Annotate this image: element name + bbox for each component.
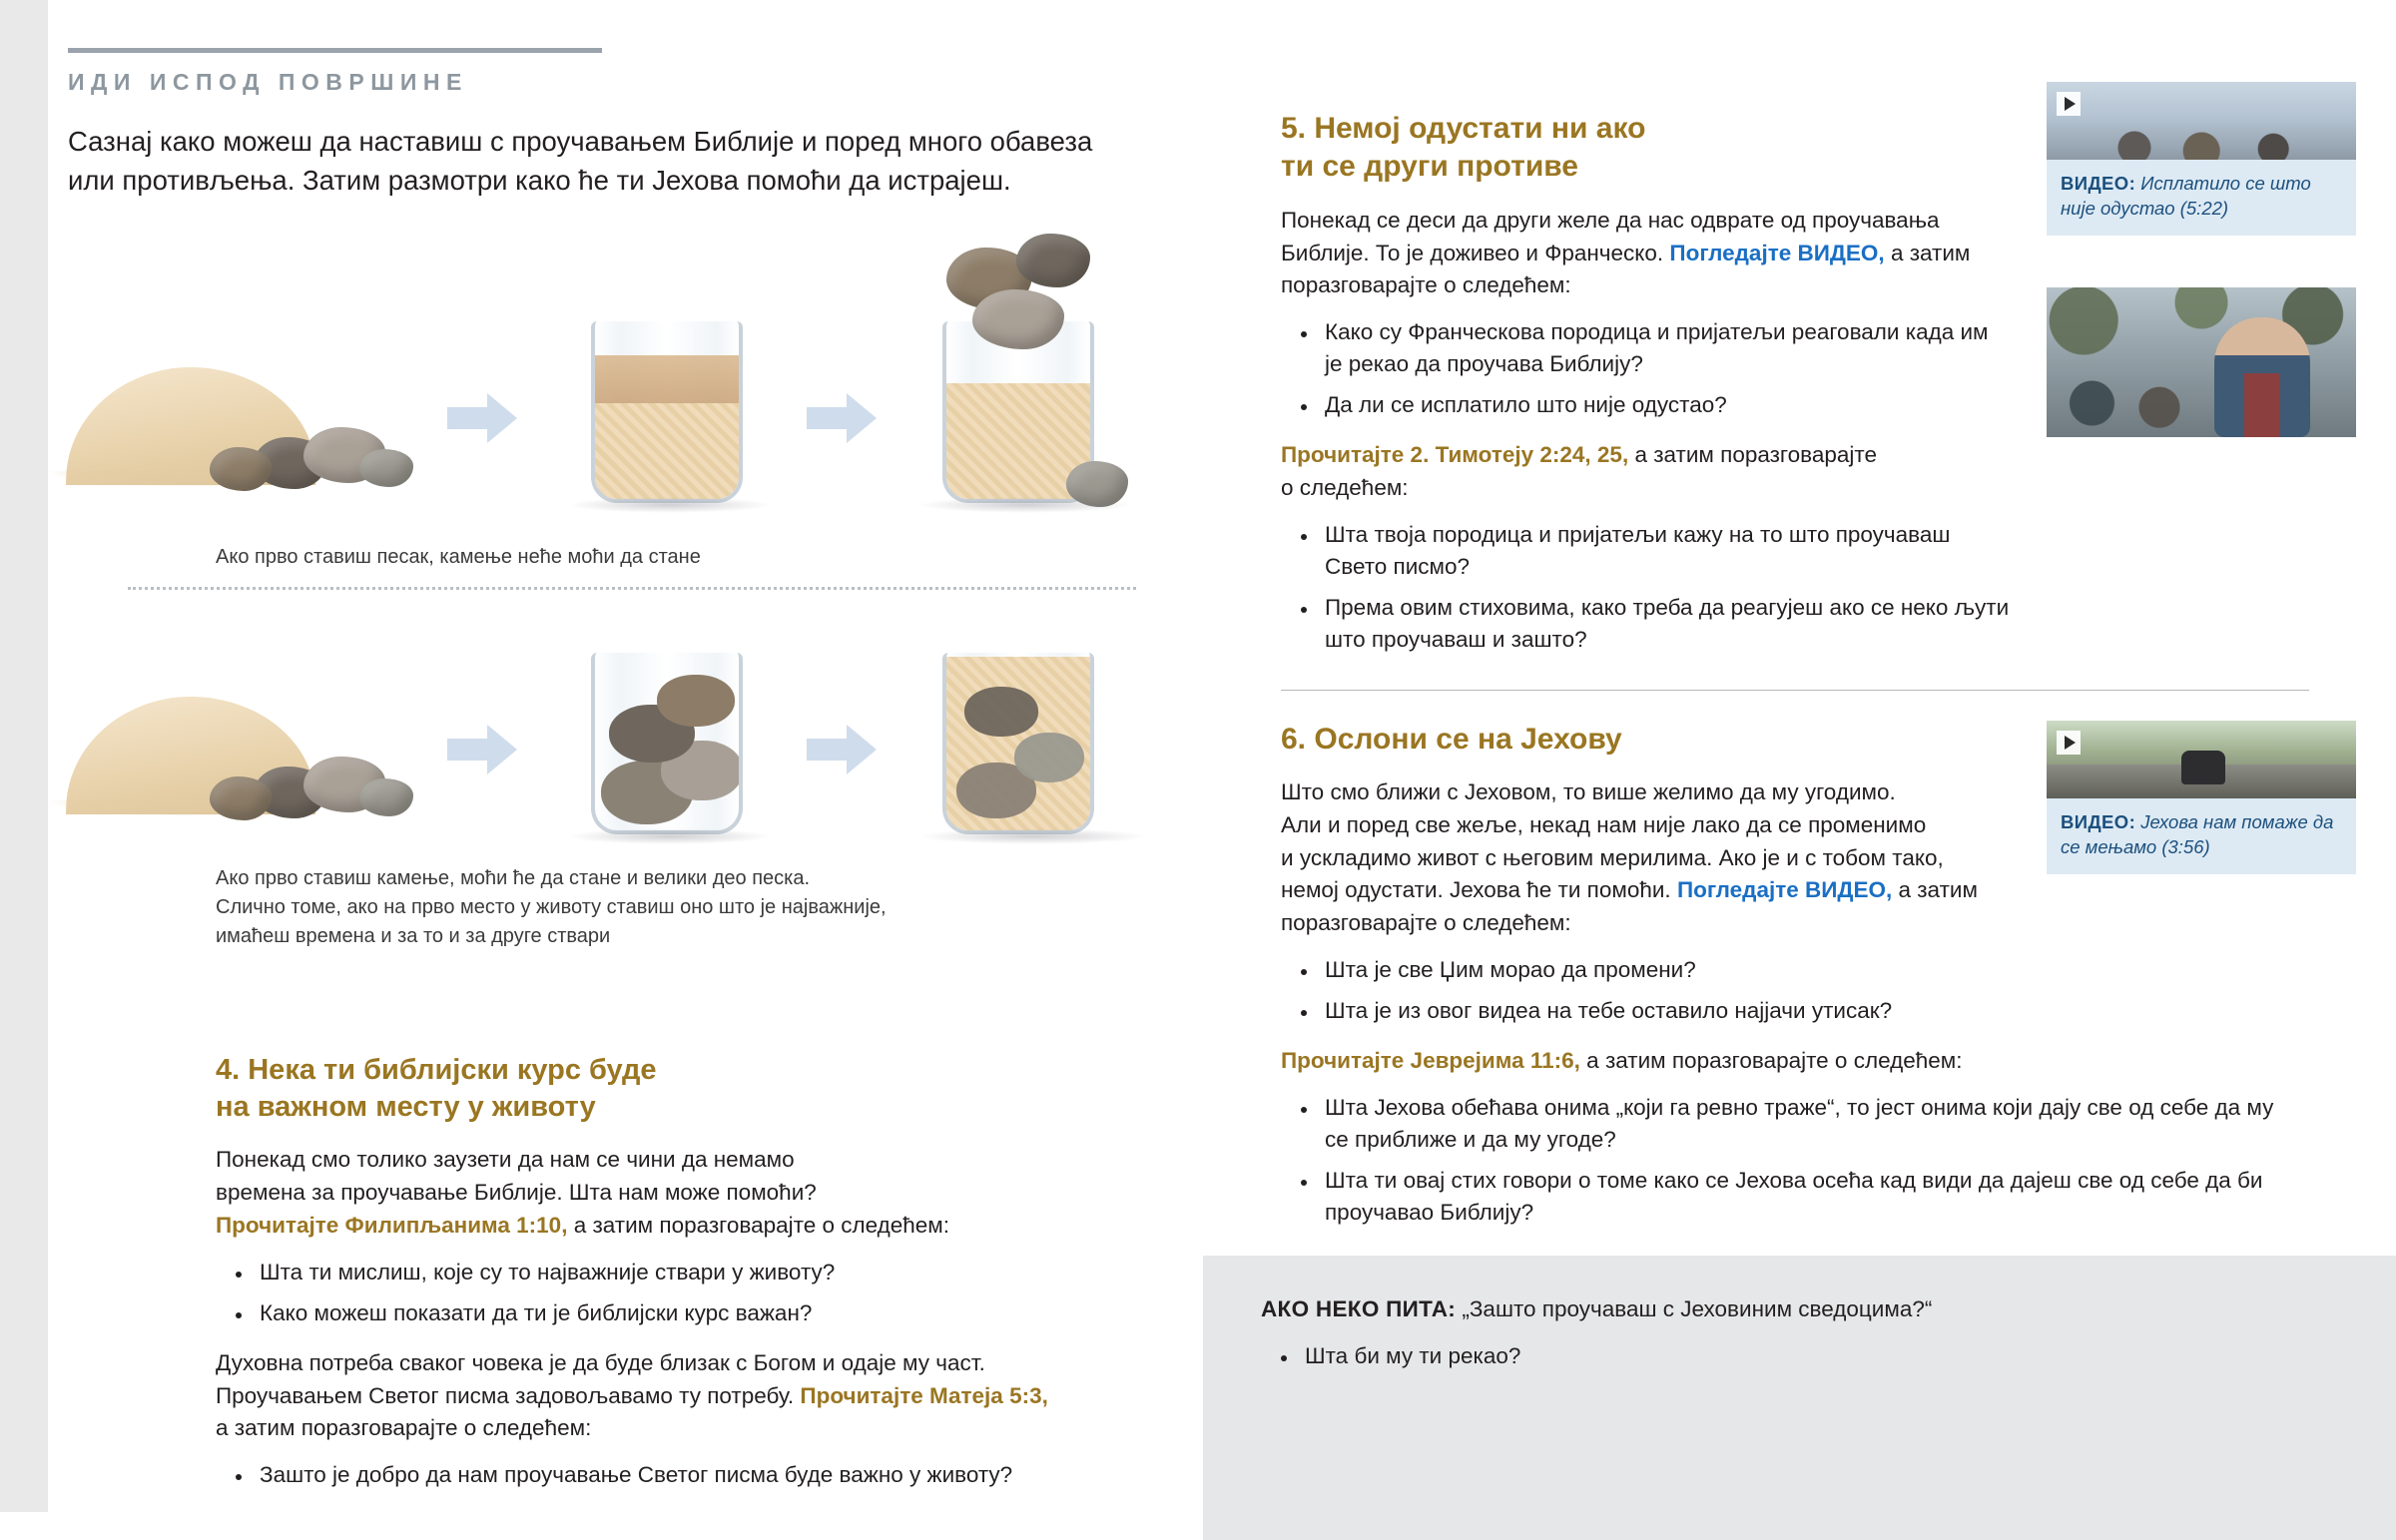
bottom-white-strip [0, 1512, 1203, 1540]
section-5-question-list [1281, 316, 2010, 421]
s4-p1-l2: времена за проучавање Библије. Шта нам може помоћи? [216, 1180, 817, 1206]
section-4-question-list [216, 1257, 1114, 1329]
section-4 [216, 1052, 1114, 1491]
section-6-question-list-2 [1281, 1092, 2299, 1229]
video-thumbnail-classroom[interactable] [2047, 82, 2356, 160]
s4-p2-l2: Проучавањем Светог писма задовољавамо ту потребу. [216, 1382, 801, 1408]
list-item: • Шта је из овог видеа на тебе оставило најјачи утисак? [1319, 995, 2010, 1027]
dotted-separator [128, 587, 1136, 590]
rock-overflow-2 [1016, 234, 1090, 287]
rock-overflow-3 [972, 289, 1064, 349]
cup-shadow-4 [918, 828, 1148, 844]
video-tag: ВИДЕО: [2061, 173, 2136, 194]
s5-p1-l2b: а затим [1884, 240, 1971, 265]
s5-after-scripture-l2: о следећем: [1281, 474, 1409, 500]
s6-p1-l3: и ускладимо живот с његовим мерилима. Ако је и с тобом тако, [1281, 844, 1944, 870]
video-caption-section-5 [2047, 160, 2356, 236]
list-item: • Шта ти мислиш, које су то најважније ствари у животу? [254, 1257, 1114, 1288]
play-icon[interactable] [2057, 92, 2081, 116]
cup-sand-first [591, 321, 743, 503]
s4-scripture-2[interactable]: Прочитајте Матеја 5:3, [800, 1382, 1048, 1408]
section-4-paragraph-2 [216, 1347, 1114, 1446]
s5-p1-l3: поразговарајте о следећем: [1281, 272, 1571, 298]
caption-line-3: имаћеш времена и за то и за друге ствари [216, 925, 611, 948]
s5-scripture[interactable]: Прочитајте 2. Тимотеју 2:24, 25, [1281, 442, 1629, 468]
s4-p1-l1: Понекад смо толико заузети да нам се чини да немамо [216, 1147, 795, 1173]
left-margin-strip [0, 0, 48, 1540]
video-card-section-6[interactable] [2047, 721, 2356, 874]
section-6-question-list [1281, 954, 2010, 1027]
illustration-sand-and-rocks [68, 226, 1126, 1094]
ask-box-label: АКО НЕКО ПИТА: [1261, 1296, 1457, 1321]
illustration-caption-bottom [216, 864, 1094, 951]
s4-p2-l1: Духовна потреба сваког човека је да буде близак с Богом и одаје му част. [216, 1349, 985, 1375]
section-4-title-line1: 4. Нека ти библијски курс буде [216, 1054, 657, 1087]
list-item: • Шта Јехова обећава онима „који га ревно траже“, то јест онима који дају све од себе да му се приближе и да му угоде? [1319, 1092, 2299, 1156]
cup-shadow-3 [567, 828, 772, 844]
section-5 [1281, 110, 2010, 656]
section-5-title-line1: 5. Немој одустати ни ако [1281, 112, 1646, 145]
section-kicker: ИДИ ИСПОД ПОВРШИНЕ [68, 69, 468, 95]
s6-after-scripture: а затим поразговарајте о следећем: [1579, 1048, 1963, 1074]
s6-p1-l4b: а затим [1892, 877, 1978, 903]
section-6-paragraph-1 [1281, 776, 1980, 940]
s5-after-scripture: а затим поразговарајте [1628, 442, 1877, 468]
section-4-title-line2: на важном месту у животу [216, 1091, 596, 1124]
section-divider [1281, 690, 2309, 691]
video-thumbnail-road[interactable] [2047, 721, 2356, 798]
s6-p1-l5: поразговарајте о следећем: [1281, 910, 1571, 936]
list-item: • Како можеш показати да ти је библијски курс важан? [254, 1297, 1114, 1329]
video-card-section-5[interactable] [2047, 82, 2356, 236]
sand-pile-top [68, 325, 367, 485]
s4-scripture-1[interactable]: Прочитајте Филипљанима 1:10, [216, 1213, 568, 1238]
cup-rocks-and-sand [942, 653, 1094, 834]
video-title: Исплатило се што није одустао (5:22) [2061, 173, 2311, 219]
s6-p1-l4: немој одустати. Јехова ће ти помоћи. [1281, 877, 1677, 903]
section-6-title: 6. Ослони се на Јехову [1281, 722, 1622, 756]
video-tag: ВИДЕО: [2061, 811, 2136, 832]
caption-line-2: Слично томе, ако на прво место у животу ставиш оно што је најважније, [216, 896, 887, 919]
section-4-paragraph-1 [216, 1144, 1114, 1243]
s6-video-link[interactable]: Погледајте ВИДЕО, [1676, 877, 1893, 903]
photo-young-man [2047, 287, 2356, 437]
play-icon[interactable] [2057, 731, 2081, 755]
list-item: • Шта је све Џим морао да промени? [1319, 954, 2010, 986]
section-5-paragraph-1 [1281, 205, 2010, 303]
list-item: • Шта би му ти рекао? [1299, 1340, 2336, 1372]
ask-box [1203, 1256, 2396, 1540]
s6-p1-l1: Што смо ближи с Јеховом, то више желимо да му угодимо. [1281, 778, 1896, 804]
section-4-question-list-2 [216, 1459, 1114, 1491]
cup-shadow-2 [918, 497, 1133, 513]
list-item: • Шта твоја породица и пријатељи кажу на то што проучаваш Свето писмо? [1319, 519, 2010, 583]
list-item: • Да ли се исплатило што није одустао? [1319, 389, 2010, 421]
section-5-title [1281, 110, 2010, 187]
section-5-title-line2: ти се други противе [1281, 150, 1578, 184]
s6-scripture[interactable]: Прочитајте Јеврејима 11:6, [1281, 1048, 1580, 1074]
illustration-caption-top: Ако прво ставиш песак, камење неће моћи да стане [216, 546, 701, 569]
caption-line-1: Ако прво ставиш камење, моћи ће да стане и велики део песка. [216, 867, 811, 890]
ask-box-question: „Зашто проучаваш с Јеховиним сведоцима?“ [1456, 1296, 1933, 1321]
list-item: • Како су Франческова породица и пријатељи реаговали када им је рекао да проучава Библију? [1319, 316, 2010, 380]
ask-box-list [1261, 1340, 2336, 1372]
left-column [68, 48, 1146, 1509]
cup-shadow-1 [567, 497, 772, 513]
list-item: • Зашто је добро да нам проучавање Светог писма буде важно у животу? [254, 1459, 1114, 1491]
list-item: • Шта ти овај стих говори о томе како се Јехова осећа кад види да дајеш све од себе да би проучавао Библију? [1319, 1165, 2299, 1229]
ask-box-title [1261, 1293, 2336, 1326]
s5-video-link[interactable]: Погледајте ВИДЕО, [1669, 240, 1885, 265]
s4-after-scripture-1: а затим поразговарајте о следећем: [567, 1213, 950, 1238]
sand-pile-bottom [68, 655, 367, 814]
s5-p1-l2: Библије. То је доживео и Франческо. [1281, 240, 1670, 265]
s5-p1-l1: Понекад се деси да други желе да нас одврате од проучавања [1281, 207, 1940, 233]
video-title: Јехова нам помаже да се мењамо (3:56) [2061, 811, 2334, 857]
list-item: • Према овим стиховима, како треба да реагујеш ако се неко љути што проучаваш и зашто? [1319, 592, 2010, 656]
video-caption-section-6 [2047, 798, 2356, 874]
section-5-question-list-2 [1281, 519, 2010, 656]
section-5-scripture-paragraph [1281, 439, 2010, 505]
s6-p1-l2: Али и поред све жеље, некад нам није лако да се променимо [1281, 811, 1927, 837]
cup-rocks-first [591, 653, 743, 834]
section-6-scripture-paragraph [1281, 1045, 2010, 1078]
kicker-rule [68, 48, 602, 53]
s4-p2-l3: а затим поразговарајте о следећем: [216, 1415, 592, 1441]
lede-paragraph: Сазнај како можеш да наставиш с проучавањем Библије и поред много обавеза или противљења. Затим размотри како ће ти Јехова помоћи да истрајеш. [68, 126, 1093, 197]
